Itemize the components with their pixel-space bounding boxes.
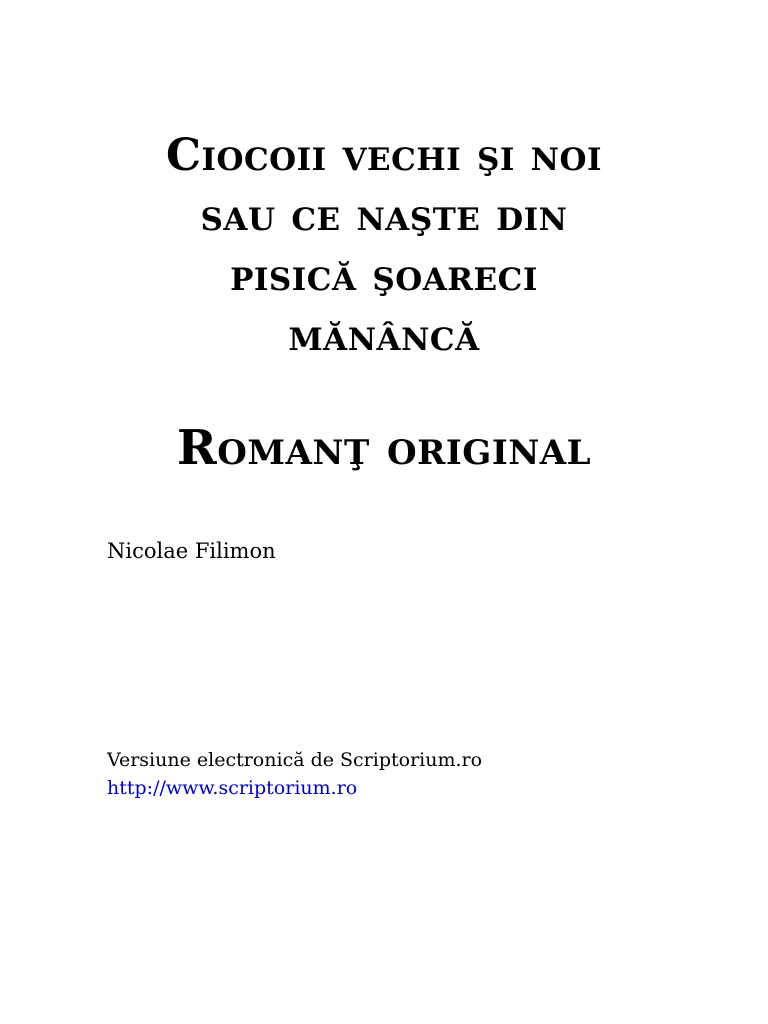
author-name: Nicolae Filimon <box>107 539 276 563</box>
book-subtitle: Romanţ original <box>176 420 592 476</box>
title-line: sau ce naşte din <box>200 190 568 241</box>
title-line: mănâncă <box>288 310 480 361</box>
book-title <box>0 126 768 366</box>
title-line: pisică şoareci <box>230 250 538 301</box>
electronic-version-credit: Versiune electronică de Scriptorium.ro <box>107 749 483 771</box>
title-line: Ciocoii vechi şi noi <box>165 130 603 181</box>
scriptorium-link[interactable]: http://www.scriptorium.ro <box>107 777 358 799</box>
